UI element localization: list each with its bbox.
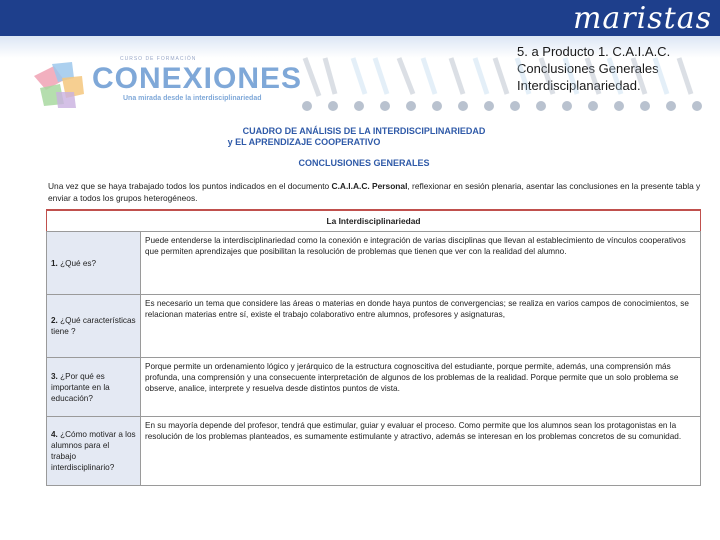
top-banner — [0, 0, 720, 36]
question-number: 4. — [51, 430, 58, 439]
answer-cell: Puede entenderse la interdisciplinariedad como la conexión e integración de varias disciplinas que llevan al establecimiento de vínculos cooperativos que permiten aprendizajes que posibilitan la resolución de problemas que tienen que ver con la realidad del alumno. — [141, 232, 701, 295]
intro-text-start: Una vez que se haya trabajado todos los puntos indicados en el documento — [48, 181, 332, 191]
question-text: ¿Qué características tiene ? — [51, 316, 136, 336]
logo-word: CONEXIONES — [92, 62, 303, 95]
slide-title-line-1: 5. a Producto 1. C.A.I.A.C. — [517, 44, 671, 59]
document-heading-line-3: CONCLUSIONES GENERALES — [298, 158, 430, 168]
question-text: ¿Cómo motivar a los alumnos para el trabajo interdisciplinario? — [51, 430, 136, 472]
answer-cell: Es necesario un tema que considere las áreas o materias en donde haya puntos de convergencias; se realiza en varios campos de conocimientos, se relacionan materias entre sí, existe el trabajo colaborativo entre alumnos, profesores y asignaturas, — [141, 295, 701, 358]
interdisciplinarity-table — [46, 209, 701, 486]
table-row — [47, 417, 701, 486]
answer-cell: Porque permite un ordenamiento lógico y jerárquico de la estructura cognoscitiva del estudiante, porque permite, además, una comprensión más profunda, una comprensión y una consecuente interpretación de algunos de los problemas de la realidad. Porque permite que un solo problema se observe, analice, interprete y resuelva desde distintos puntos de vista. — [141, 358, 701, 417]
document-heading-line-1: CUADRO DE ANÁLISIS DE LA INTERDISCIPLINARIEDAD — [242, 126, 486, 136]
document-heading-line-2: y EL APRENDIZAJE COOPERATIVO — [227, 137, 381, 147]
conexiones-logo — [28, 56, 303, 116]
table-row — [47, 295, 701, 358]
answer-cell: En su mayoría depende del profesor, tendrá que estimular, guiar y evaluar el proceso. Como permite que los alumnos sean los protagonistas en la resolución de los problemas planteados, es sumamente estimulante y atractivo, además se interesan en los problemas concretos de su comunidad. — [141, 417, 701, 486]
logo-tagline: CURSO DE FORMACIÓN — [120, 56, 197, 62]
question-cell — [47, 358, 141, 417]
logo-subtitle: Una mirada desde la interdisciplinariedad — [123, 95, 262, 102]
question-cell — [47, 295, 141, 358]
intro-text-end: , reflexionar en sesión plenaria, asentar las conclusiones en la presente tabla y enviar a todos los grupos heterogéneos. — [48, 181, 701, 203]
question-cell — [47, 232, 141, 295]
conexiones-logo-mark-icon — [28, 58, 90, 110]
slide-title-line-3: Interdisciplanariedad. — [517, 78, 641, 93]
intro-paragraph — [48, 180, 708, 204]
question-number: 2. — [51, 316, 58, 325]
question-text: ¿Por qué es importante en la educación? — [51, 371, 110, 403]
table-row — [47, 232, 701, 295]
table-title: La Interdisciplinariedad — [47, 210, 701, 232]
question-number: 3. — [51, 371, 58, 381]
maristas-logo-text: maristas — [572, 1, 712, 36]
slide-title-line-2: Conclusiones Generales — [517, 61, 659, 76]
table-row — [47, 358, 701, 417]
decorative-stripes — [295, 56, 720, 116]
intro-text-bold: C.A.I.A.C. Personal — [331, 181, 408, 191]
question-cell — [47, 417, 141, 486]
question-number: 1. — [51, 258, 58, 268]
question-text: ¿Qué es? — [60, 258, 97, 268]
